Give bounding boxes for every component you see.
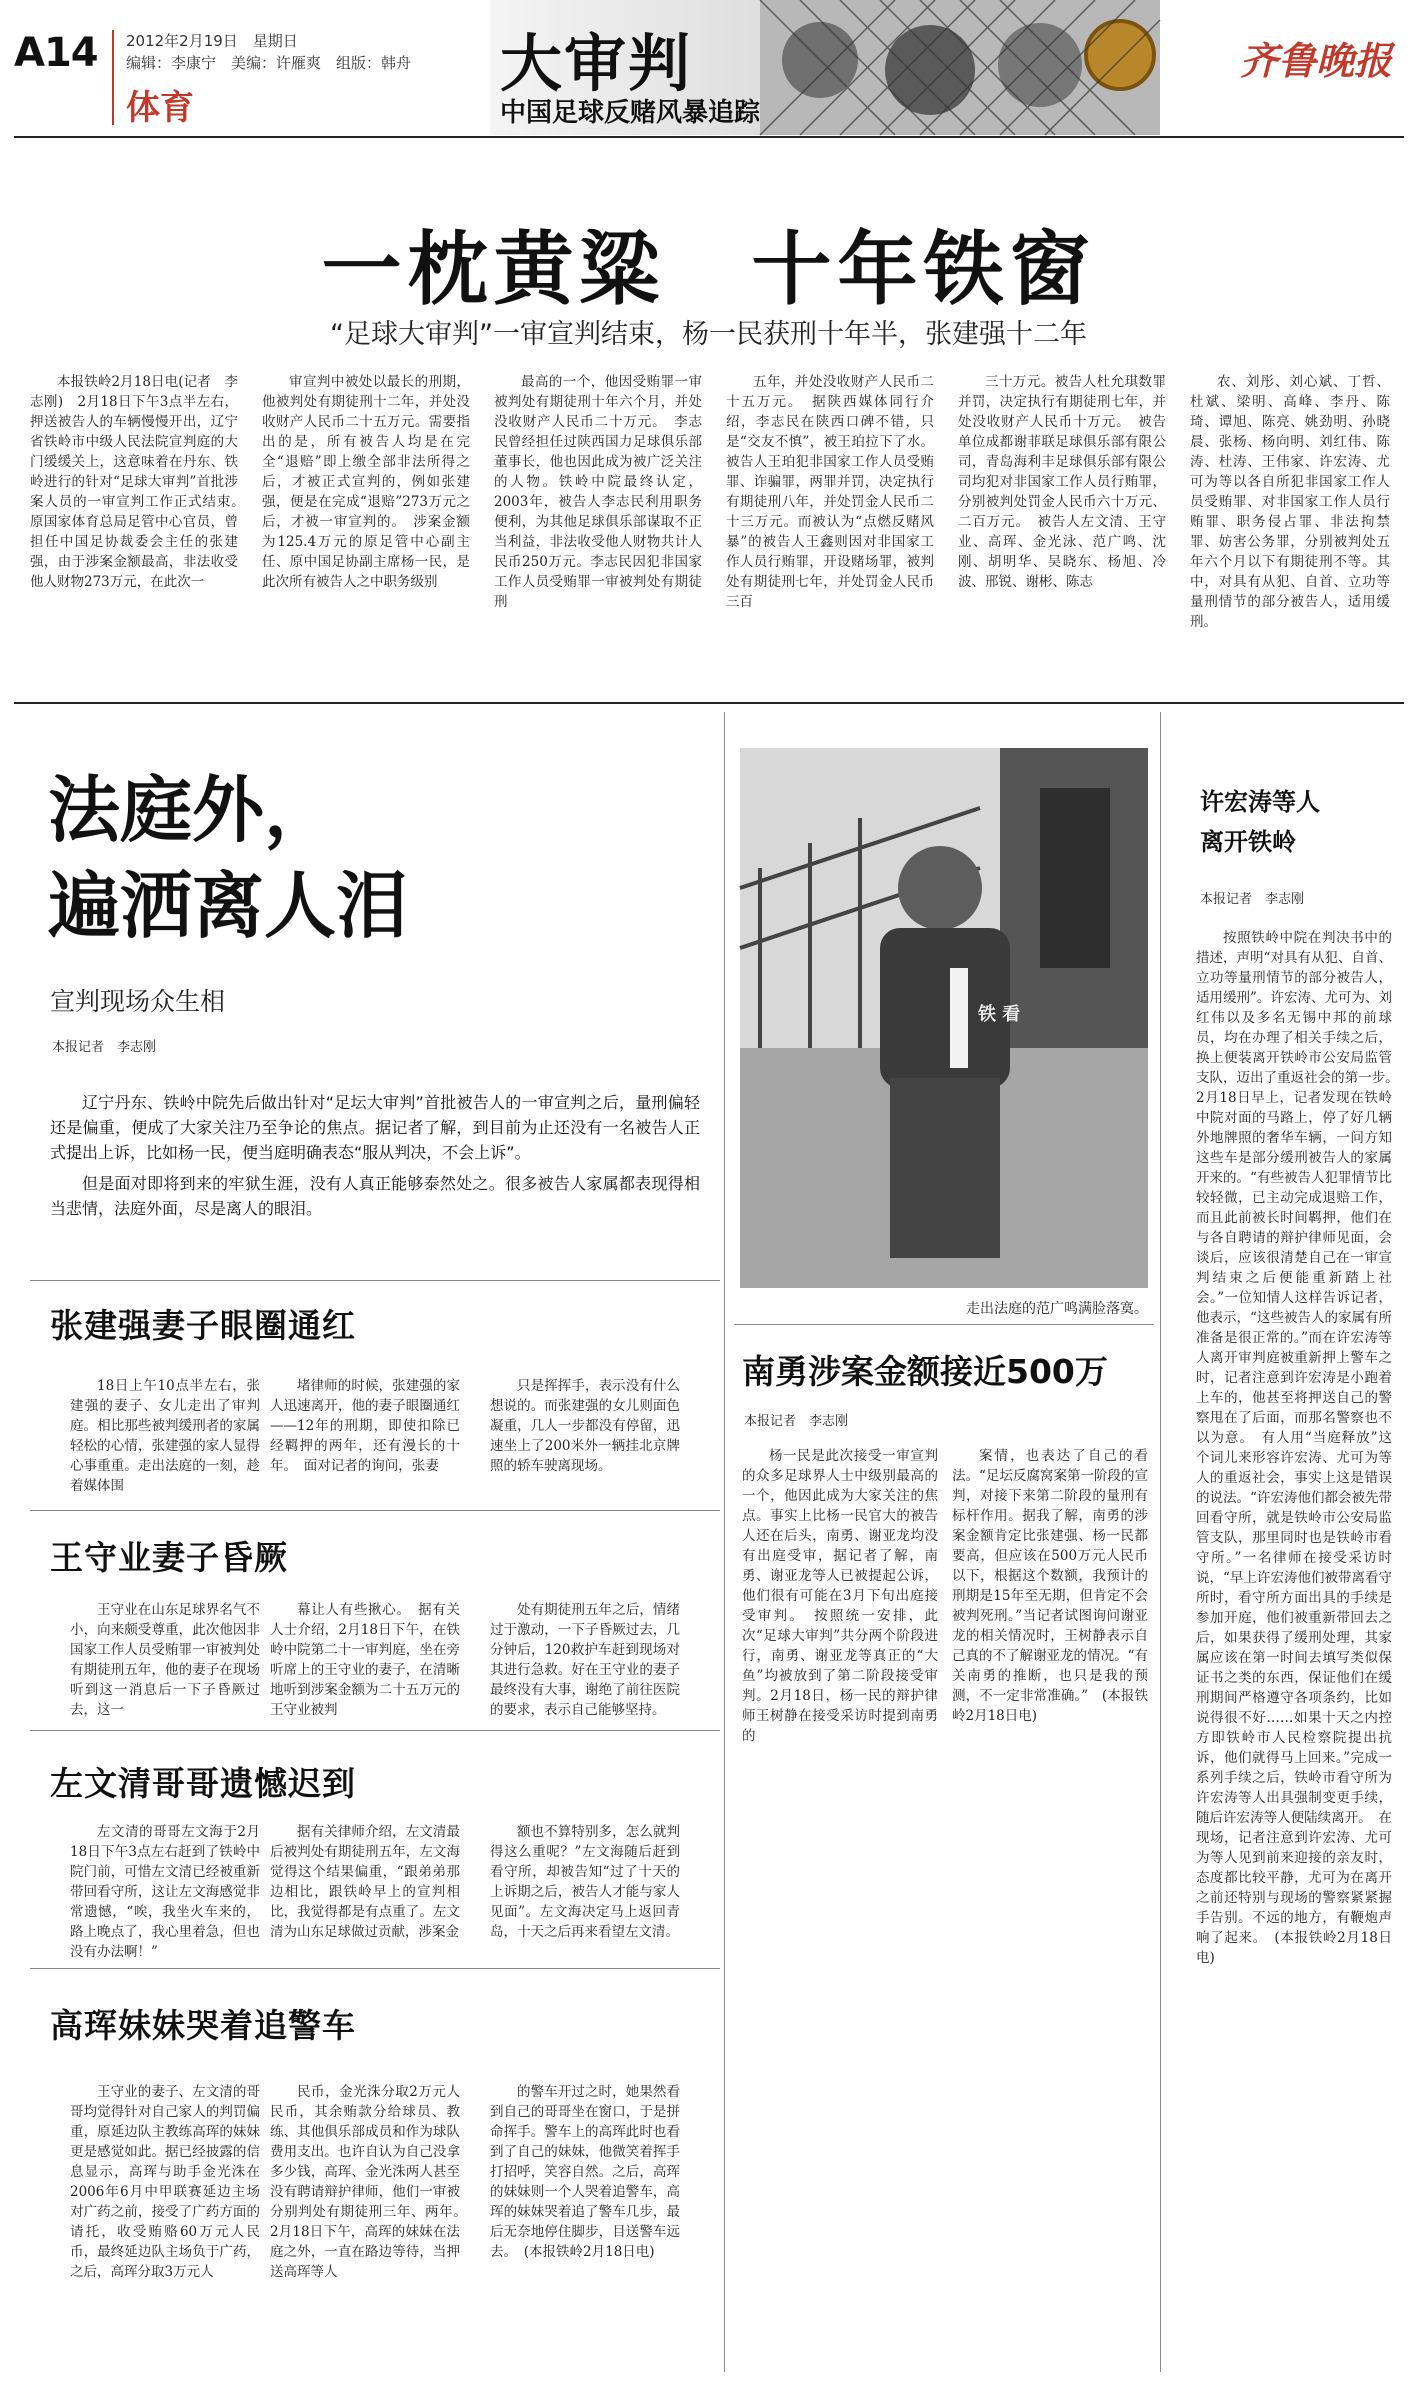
section-2-col-2 bbox=[270, 1600, 460, 1718]
lead-subtitle: “足球大审判”一审宣判结束，杨一民获刑十年半，张建强十二年 bbox=[330, 319, 1087, 350]
section-1-title: 张建强妻子眼圈通红 bbox=[50, 1306, 356, 1345]
section-4-col-1-text: 王守业的妻子、左文清的哥哥均觉得针对自己家人的判罚偏重，原延边队主教练高珲的妹妹更是感觉如此。据已经披露的信息显示，高珲与助手金光洙在2006年6月中甲联赛延边主场对广药之前，接受了广药方面的请托，收受贿赂60万元人民币，最终延边队主场负于广药，之后，高珲分取3万元人 bbox=[70, 2084, 260, 2280]
court-emblem bbox=[1086, 21, 1154, 89]
nanyong-col-2 bbox=[952, 1446, 1148, 2372]
side-text: 按照铁岭中院在判决书中的措述，声明“对具有从犯、自首、立功等量刑情节的部分被告人，适用缓刑”。许宏涛、尤可为、刘红伟以及多名无锡中邦的前球员，均在办理了相关手续之后，换上便装离开铁岭市公安局监管支队，迈出了重返社会的第一步。 2月18日早上，记者发现在铁岭中院对面的马路上，停了好几辆外地牌照的奢华车辆，一问方知这些车是部分缓刑被告人的家属开来的。“有些被告人犯罪情节比较轻微，已主动完成退赔工作，而且此前被长时间羁押，他们在与各自聘请的辩护律师见面，会谈后，应该很清楚自己在一审宣判结束之后便能重新踏上社会。”一位知情人这样告诉记者，他表示，“这些被告人的家属有所准备是很正常的。”而在许宏涛等人离开审判庭被重新押上警车之时，记者注意到许宏涛是小跑着上车的，他甚至将押送自己的警察甩在了后面，而那名警察也不以为意。 有人用“当庭释放”这个词儿来形容许宏涛、尤可为等人的重返社会，事实上这是错误的说法。“许宏涛他们都会被先带回看守所，就是铁岭市公安局监管支队，那里同时也是铁岭市看守所。”一名律师在接受采访时说，“早上许宏涛他们被带离看守所时，看守所方面出具的手续是参加开庭，他们被重新带回去之后，如果获得了缓刑处理，其家属应该在第一时间去填写类似保证书之类的东西，保证他们在缓刑期间严格遵守各项条约，比如说得很不好……如果十天之内控方即铁岭市人民检察院提出抗诉，他们就得马上回来。”完成一系列手续之后，铁岭市看守所为许宏涛等人出具强制变更手续，随后许宏涛等人便陆续离开。 在现场，记者注意到许宏涛、尤可为等人见到前来迎接的亲友时，态度都比较平静，尤可为在离开之前还特别与现场的警察紧紧握手告别。不远的地方，有鞭炮声响了起来。 (本报铁岭2月18日电) bbox=[1196, 930, 1406, 1966]
defendant-legs bbox=[890, 1078, 1000, 1258]
lead-col-3-text: 最高的一个，他因受贿罪一审被判处有期徒刑十年六个月，并处没收财产人民币二十万元。 李志民曾经担任过陕西国力足球俱乐部董事长，他也因此成为被广泛关注的人物。铁岭中院最终认定，2003年，被告人李志民利用职务便利，为其他足球俱乐部谋取不正当利益，非法收受他人财物共计人民币250万元。李志民因犯非国家工作人员受贿罪一审被判处有期徒刑 bbox=[494, 374, 702, 610]
side-byline: 本报记者 李志刚 bbox=[1200, 892, 1305, 907]
section-label: 体育 bbox=[126, 88, 194, 128]
section-3-col-1-text: 左文清的哥哥左文海于2月18日下午3点左右赶到了铁岭中院门前，可惜左文清已经被重新带回看守所，这让左文海感觉非常遗憾，“唉，我坐火车来的，路上晚点了，我心里着急，但也没有办法啊！” bbox=[70, 1824, 260, 1960]
feature-intro-p1: 辽宁丹东、铁岭中院先后做出针对“足坛大审判”首批被告人的一审宣判之后，量刑偏轻还是偏重，便成了大家关注乃至争论的焦点。据记者了解，到目前为止还没有一名被告人正式提出上诉，比如杨一民，便当庭明确表态“服从判决，不会上诉”。 bbox=[50, 1093, 700, 1162]
nanyong-col-1 bbox=[742, 1446, 938, 2372]
feature-subtitle: 宣判现场众生相 bbox=[50, 987, 226, 1016]
section-2-col-3 bbox=[490, 1600, 680, 1718]
section-3-rule bbox=[30, 1968, 720, 1969]
portrait-2 bbox=[885, 25, 975, 115]
defendant-head bbox=[898, 846, 982, 930]
banner-title: 大审判 bbox=[500, 27, 693, 100]
page-header bbox=[0, 0, 1417, 135]
section-3-col-2 bbox=[270, 1822, 460, 1960]
lead-col-6 bbox=[1190, 372, 1390, 692]
section-1-col-1 bbox=[70, 1376, 260, 1496]
lead-col-3 bbox=[494, 372, 702, 692]
nanyong-col-1-text: 杨一民是此次接受一审宣判的众多足球界人士中级别最高的一个，他因此成为大家关注的焦点。事实上比杨一民官大的被告人还在后头，南勇、谢亚龙均没有出庭受审，据记者了解，南勇、谢亚龙等人已被提起公诉，他们很有可能在3月下旬出庭接受审判。 按照统一安排，此次“足球大审判”共分两个阶段进行，南勇、谢亚龙等真正的“大鱼”均被放到了第二阶段接受审判。2月18日，杨一民的辩护律师王树静在接受采访时提到南勇的 bbox=[742, 1448, 938, 1744]
section-3-col-3-text: 额也不算特别多，怎么就判得这么重呢？”左文海随后赶到看守所，却被告知“过了十天的上诉期之后，被告人才能与家人见面”。左文海决定马上返回青岛，十天之后再来看望左文清。 bbox=[490, 1824, 680, 1940]
photo-caption: 走出法庭的范广鸣满脸落寞。 bbox=[966, 1301, 1148, 1317]
page-number: A14 bbox=[14, 30, 98, 76]
lead-title: 一枕黄粱 十年铁窗 bbox=[321, 222, 1096, 316]
lead-col-4 bbox=[726, 372, 934, 692]
banner bbox=[490, 0, 1160, 135]
section-2-rule bbox=[30, 1730, 720, 1731]
lead-bottom-rule bbox=[14, 702, 1404, 704]
section-2-col-1-text: 王守业在山东足球界名气不小，向来颇受尊重，此次他因非国家工作人员受贿罪一审被判处有期徒刑五年，他的妻子在现场听到这一消息后一下子昏厥过去，这一 bbox=[70, 1602, 260, 1718]
banner-subtitle: 中国足球反赌风暴追踪 bbox=[500, 98, 761, 128]
feature-title-line1: 法庭外， bbox=[48, 768, 337, 852]
section-2-title: 王守业妻子昏厥 bbox=[50, 1538, 288, 1577]
nanyong-title: 南勇涉案金额接近500万 bbox=[742, 1352, 1108, 1391]
rolled-document bbox=[950, 968, 968, 1068]
section-1-col-2-text: 堵律师的时候，张建强的家人迅速离开，他的妻子眼圈通红——12年的刑期，即使扣除已经羁押的两年，还有漫长的十年。 面对记者的询问，张妻 bbox=[270, 1378, 460, 1474]
section-4-title: 高珲妹妹哭着追警车 bbox=[50, 2006, 356, 2045]
section-1-col-3-text: 只是挥挥手，表示没有什么想说的。而张建强的女儿则面色凝重，几人一步都没有停留，迅速坐上了200米外一辆挂北京牌照的轿车驶离现场。 bbox=[490, 1378, 680, 1474]
section-4-col-2-text: 民币，金光洙分取2万元人民币，其余贿款分给球员、教练、其他俱乐部成员和作为球队费用支出。也许自认为自己没拿多少钱，高珲、金光洙两人甚至没有聘请辩护律师，他们一审被分别判处有期徒刑三年、两年。 2月18日下午，高珲的妹妹在法庭之外，一直在路边等待，当押送高珲等人 bbox=[270, 2084, 474, 2280]
nanyong-col-2-text: 案情，也表达了自己的看法。“足坛反腐窝案第一阶段的宣判，对接下来第二阶段的量刑有标杆作用。据我了解，南勇的涉案金额肯定比张建强、杨一民都要高，但应该在500万元人民币以下，根据这个数额，我预计的刑期是15年至无期，但肯定不会被判死刑。”当记者试图询问谢亚龙的相关情况时，王树静表示自己真的不了解谢亚龙的情况。“有关南勇的推断，也只是我的预测，不一定非常准确。” (本报铁岭2月18日电) bbox=[952, 1448, 1148, 1724]
section-1-col-2 bbox=[270, 1376, 460, 1496]
lead-col-5-text: 三十万元。被告人杜允琪数罪并罚，决定执行有期徒刑七年，并处没收财产人民币十万元。 被告单位成都谢菲联足球俱乐部有限公司，青岛海利丰足球俱乐部有限公司均犯对非国家工作人员行贿罪，分别被判处罚金人民币六十万元、二百万元。 被告人左文清、王守业、高珲、金光泳、范广鸣、沈刚、胡明华、吴晓东、杨旭、冷波、邢锐、谢彬、陈志 bbox=[958, 374, 1166, 590]
section-3-title: 左文清哥哥遗憾迟到 bbox=[50, 1764, 356, 1803]
lead-col-4-text: 五年，并处没收财产人民币二十五万元。 据陕西媒体同行介绍，李志民在陕西口碑不错，只是“交友不慎”，被王珀拉下了水。被告人王珀犯非国家工作人员受贿罪、诈骗罪，两罪并罚，决定执行有期徒刑八年，并处罚金人民币二十三万元。而被认为“点燃反赌风暴”的被告人王鑫则因对非国家工作人员行贿罪，开设赌场罪，被判处有期徒刑七年，并处罚金人民币三百 bbox=[726, 374, 934, 610]
section-2-col-2-text: 幕让人有些揪心。 据有关人士介绍，2月18日下午，在铁岭中院第二十一审判庭，坐在旁听席上的王守业的妻子，在清晰地听到涉案金额为二十五万元的王守业被判 bbox=[270, 1602, 460, 1718]
issue-date: 2012年2月19日 星期日 bbox=[126, 32, 298, 50]
feature-intro-p2: 但是面对即将到来的牢狱生涯，没有人真正能够泰然处之。很多被告人家属都表现得相当悲情，法庭外面，尽是离人的眼泪。 bbox=[50, 1174, 700, 1218]
section-3-col-3 bbox=[490, 1822, 680, 1960]
section-4-col-3 bbox=[490, 2082, 680, 2372]
masthead-logo: 齐鲁晚报 bbox=[1240, 38, 1393, 83]
section-3-col-2-text: 据有关律师介绍，左文清最后被判处有期徒刑五年，左文海觉得这个结果偏重，“跟弟弟那边相比，跟铁岭早上的宣判相比，我觉得都是有点重了。左文清为山东足球做过贡献，涉案金 bbox=[270, 1824, 460, 1940]
lead-col-2-text: 审宣判中被处以最长的刑期，他被判处有期徒刑十二年，并处没收财产人民币二十五万元。需要指出的是，所有被告人均是在完全“退赔”即上缴全部非法所得之后，才被正式宣判的，例如张建强，便是在完成“退赔”273万元之后，才被一审宣判的。 涉案金额为125.4万元的原足管中心副主任、原中国足协副主席杨一民，是此次所有被告人之中职务级别 bbox=[262, 374, 470, 590]
section-4-col-1 bbox=[70, 2082, 260, 2372]
section-2-col-1 bbox=[70, 1600, 260, 1718]
header-rule bbox=[14, 136, 1404, 138]
section-4-col-2 bbox=[270, 2082, 474, 2372]
vest-text: 铁 看 bbox=[978, 1004, 1021, 1025]
lead-col-6-text: 农、刘彤、刘心斌、丁哲、杜斌、梁明、高峰、李丹、陈琦、谭旭、陈亮、姚劲明、孙晓晨、张杨、杨向明、刘红伟、陈涛、杜涛、王伟家、许宏涛、尤可为等以各自所犯非国家工作人员受贿罪、对非国家工作人员行贿罪、职务侵占罪、非法拘禁罪、妨害公务罪，分别被判处五年六个月以下有期徒刑不等。其中，对具有从犯、自首、立功等量刑情节的部分被告人，适用缓刑。 bbox=[1190, 374, 1390, 630]
feature-title-line2: 遍洒离人泪 bbox=[48, 864, 409, 948]
lead-col-5 bbox=[958, 372, 1166, 692]
photo-bottom-rule bbox=[734, 1324, 1154, 1325]
lead-col-1-text: 本报铁岭2月18日电(记者 李志刚) 2月18日下午3点半左右，押送被告人的车辆慢慢开出，辽宁省铁岭市中级人民法院宣判庭的大门缓缓关上，这意味着在丹东、铁岭进行的针对“足球大审判”首批涉案人员的一审宣判工作正式结束。 原国家体育总局足管中心官员，曾担任中国足协裁委会主任的张建强，由于涉案金额最高，非法收受他人财物273万元，在此次一 bbox=[30, 374, 252, 590]
banner-portraits bbox=[760, 0, 1160, 135]
section-3-col-1 bbox=[70, 1822, 260, 1960]
section-2-col-3-text: 处有期徒刑五年之后，情绪过于激动，一下子昏厥过去，几分钟后，120救护车赶到现场对其进行急救。好在王守业的妻子最终没有大事，谢绝了前往医院的要求，表示自己能够坚持。 bbox=[490, 1602, 680, 1718]
side-story-divider bbox=[1160, 712, 1161, 2372]
staff-credits: 编辑：李康宁 美编：许雁爽 组版：韩舟 bbox=[126, 54, 412, 72]
defendant-photo bbox=[740, 748, 1148, 1288]
lead-col-1 bbox=[30, 372, 252, 692]
section-1-rule bbox=[30, 1510, 720, 1511]
section-1-col-1-text: 18日上午10点半左右，张建强的妻子、女儿走出了审判庭。相比那些被判缓刑者的家属轻松的心情，张建强的家人显得心事重重。走出法庭的一刻，趁着媒体围 bbox=[70, 1378, 260, 1494]
feature-intro bbox=[50, 1090, 700, 1221]
section-4-col-3-text: 的警车开过之时，她果然看到自己的哥哥坐在窗口，于是拼命挥手。警车上的高珲此时也看到了自己的妹妹，他微笑着挥手打招呼，笑容自然。之后，高珲的妹妹则一个人哭着追警车，高珲的妹妹哭着追了警车几步，最后无奈地停住脚步，目送警车远去。 (本报铁岭2月18日电) bbox=[490, 2084, 680, 2260]
lead-col-2 bbox=[262, 372, 470, 692]
side-text-col bbox=[1196, 928, 1406, 2372]
header-divider bbox=[112, 30, 114, 125]
side-title-line1: 许宏涛等人 bbox=[1200, 788, 1320, 816]
section-1-col-3 bbox=[490, 1376, 680, 1496]
feature-byline: 本报记者 李志刚 bbox=[52, 1040, 157, 1055]
nanyong-byline: 本报记者 李志刚 bbox=[744, 1414, 849, 1429]
feature-photo-divider bbox=[724, 712, 725, 2372]
side-title-line2: 离开铁岭 bbox=[1200, 828, 1296, 856]
photo-scene bbox=[740, 748, 1148, 1288]
intro-rule bbox=[30, 1280, 720, 1281]
